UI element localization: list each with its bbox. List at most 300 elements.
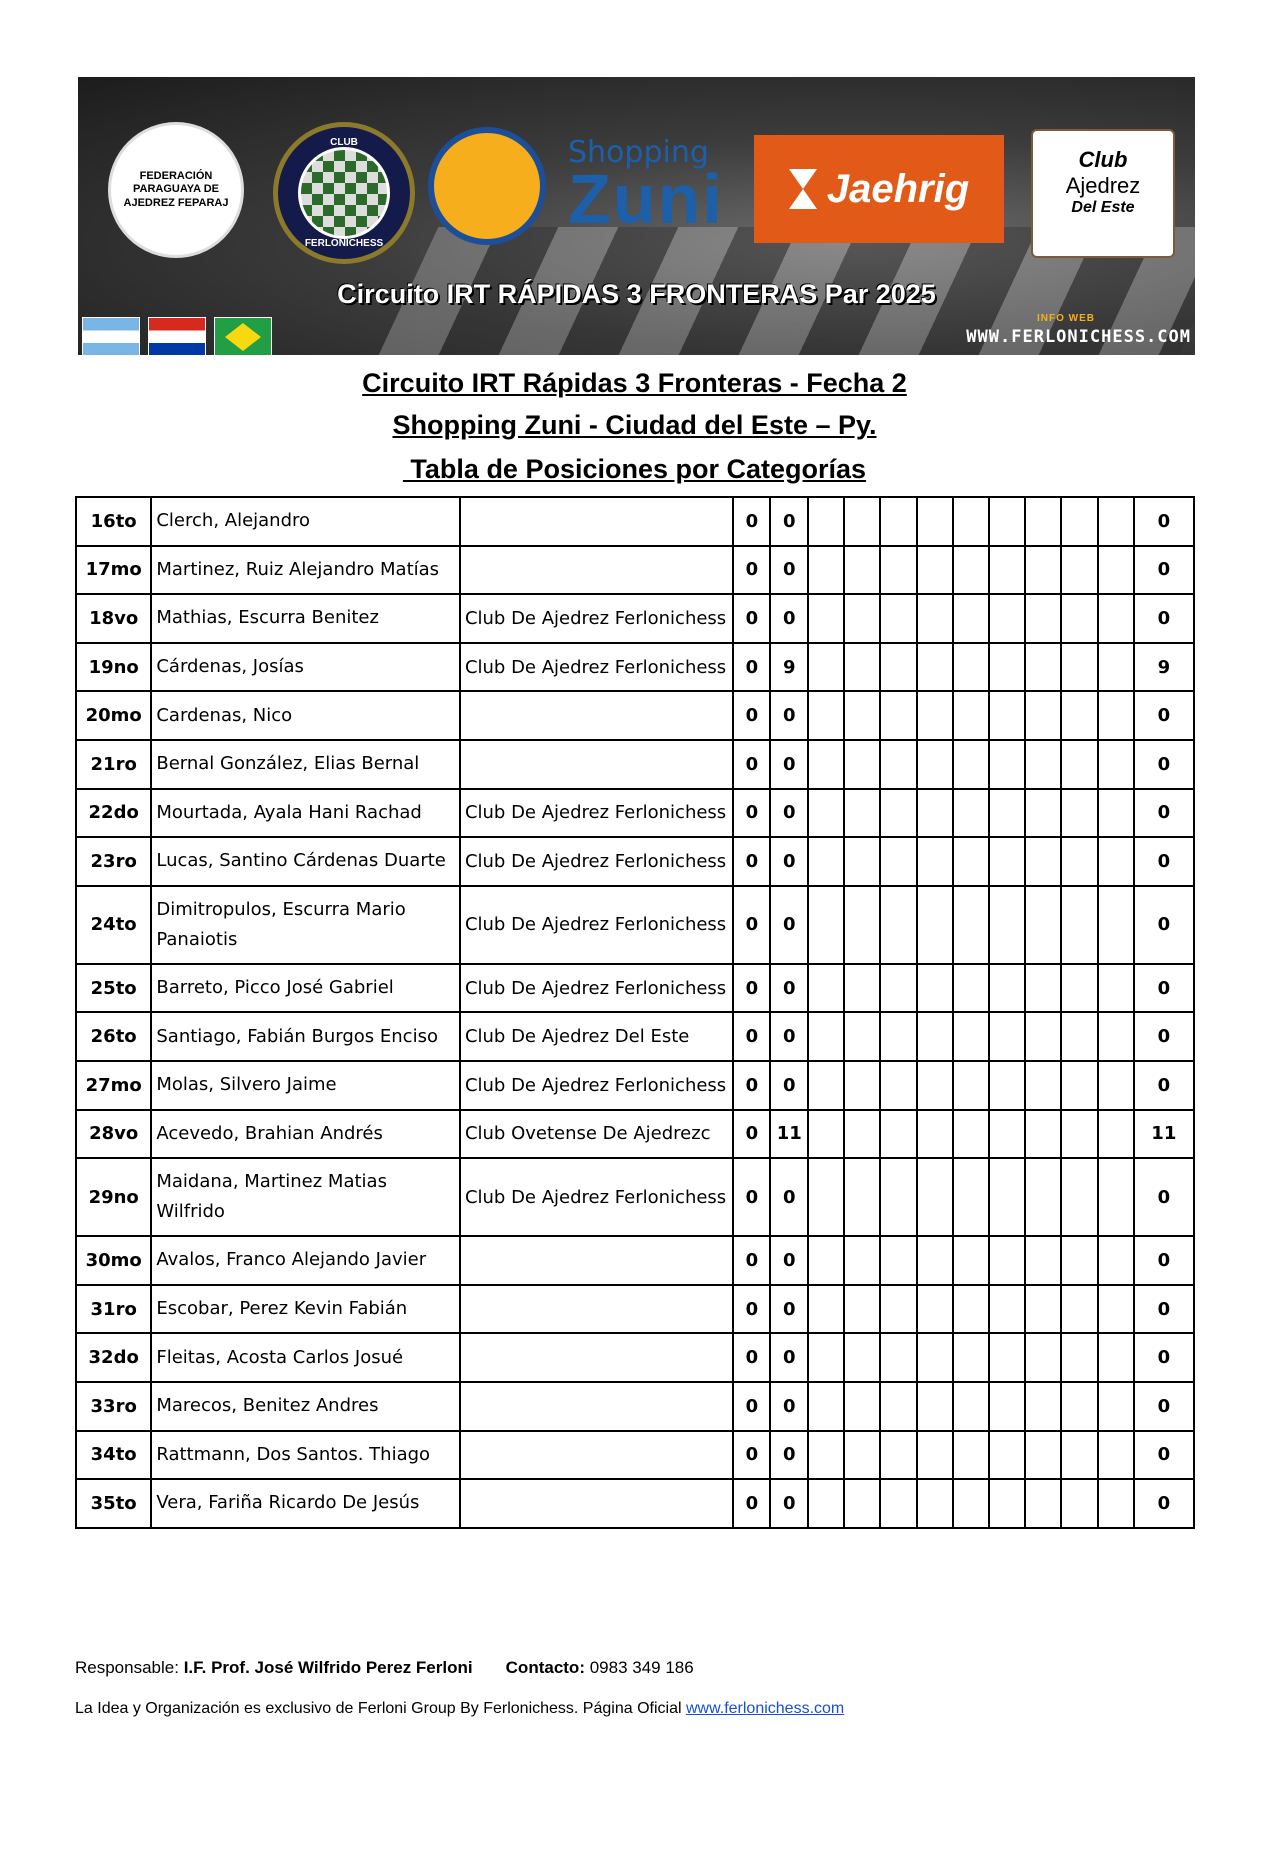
- empty-round-cell: [1025, 691, 1061, 740]
- empty-round-cell: [880, 1110, 916, 1159]
- empty-round-cell: [844, 964, 880, 1013]
- score-2-cell: 9: [770, 643, 808, 692]
- empty-round-cell: [808, 1333, 844, 1382]
- score-1-cell: 0: [733, 1110, 770, 1159]
- score-1-cell: 0: [733, 546, 770, 595]
- empty-round-cell: [844, 691, 880, 740]
- empty-round-cell: [880, 789, 916, 838]
- player-name-cell: Bernal González, Elias Bernal: [151, 740, 460, 789]
- empty-round-cell: [989, 1333, 1025, 1382]
- empty-round-cell: [808, 497, 844, 546]
- empty-round-cell: [953, 1333, 989, 1382]
- total-cell: 0: [1134, 964, 1194, 1013]
- player-name-cell: Cardenas, Nico: [151, 691, 460, 740]
- total-cell: 0: [1134, 1479, 1194, 1528]
- empty-round-cell: [953, 497, 989, 546]
- empty-round-cell: [1098, 837, 1134, 886]
- club-cell: [460, 1236, 733, 1285]
- score-2-cell: 0: [770, 691, 808, 740]
- position-cell: 35to: [76, 1479, 151, 1528]
- score-1-cell: 0: [733, 643, 770, 692]
- standings-table: [75, 496, 1195, 1529]
- empty-round-cell: [1025, 1110, 1061, 1159]
- club-cell: Club Ovetense De Ajedrezc: [460, 1110, 733, 1159]
- jaehrig-logo: Jaehrig: [754, 135, 1004, 243]
- empty-round-cell: [917, 643, 953, 692]
- club-cell: Club De Ajedrez Ferlonichess: [460, 886, 733, 964]
- empty-round-cell: [1098, 1236, 1134, 1285]
- score-2-cell: 0: [770, 1431, 808, 1480]
- total-cell: 0: [1134, 789, 1194, 838]
- empty-round-cell: [844, 1479, 880, 1528]
- empty-round-cell: [808, 964, 844, 1013]
- empty-round-cell: [953, 594, 989, 643]
- club-cell: Club De Ajedrez Del Este: [460, 1012, 733, 1061]
- empty-round-cell: [953, 886, 989, 964]
- empty-round-cell: [1025, 1158, 1061, 1236]
- score-1-cell: 0: [733, 1431, 770, 1480]
- empty-round-cell: [989, 497, 1025, 546]
- page-subtitle: Shopping Zuni - Ciudad del Este – Py.: [392, 410, 877, 440]
- empty-round-cell: [989, 691, 1025, 740]
- player-name-cell: Fleitas, Acosta Carlos Josué: [151, 1333, 460, 1382]
- score-2-cell: 0: [770, 1012, 808, 1061]
- score-1-cell: 0: [733, 1236, 770, 1285]
- ferlonichess-logo: CLUB FERLONICHESS: [273, 122, 415, 264]
- brazil-flag-icon: [214, 317, 272, 355]
- empty-round-cell: [844, 740, 880, 789]
- total-cell: 11: [1134, 1110, 1194, 1159]
- total-cell: 0: [1134, 1285, 1194, 1334]
- empty-round-cell: [989, 740, 1025, 789]
- argentina-flag-icon: [82, 317, 140, 355]
- empty-round-cell: [1061, 1382, 1097, 1431]
- empty-round-cell: [844, 1012, 880, 1061]
- player-name-cell: Rattmann, Dos Santos. Thiago: [151, 1431, 460, 1480]
- empty-round-cell: [917, 594, 953, 643]
- empty-round-cell: [880, 740, 916, 789]
- empty-round-cell: [1098, 546, 1134, 595]
- empty-round-cell: [880, 1012, 916, 1061]
- empty-round-cell: [844, 1382, 880, 1431]
- empty-round-cell: [917, 546, 953, 595]
- empty-round-cell: [808, 1431, 844, 1480]
- club-cell: [460, 691, 733, 740]
- empty-round-cell: [1061, 1158, 1097, 1236]
- empty-round-cell: [808, 837, 844, 886]
- table-row: [76, 789, 1194, 838]
- empty-round-cell: [1061, 497, 1097, 546]
- empty-round-cell: [1061, 1061, 1097, 1110]
- total-cell: 0: [1134, 886, 1194, 964]
- empty-round-cell: [1025, 546, 1061, 595]
- empty-round-cell: [1061, 886, 1097, 964]
- sun-icon: [428, 127, 546, 245]
- score-1-cell: 0: [733, 497, 770, 546]
- club-ajedrez-del-este-logo: Club Ajedrez Del Este: [1031, 129, 1175, 258]
- position-cell: 27mo: [76, 1061, 151, 1110]
- empty-round-cell: [880, 886, 916, 964]
- score-1-cell: 0: [733, 789, 770, 838]
- table-row: [76, 643, 1194, 692]
- empty-round-cell: [880, 497, 916, 546]
- position-cell: 22do: [76, 789, 151, 838]
- club-cell: [460, 1479, 733, 1528]
- page-title: Circuito IRT Rápidas 3 Fronteras - Fecha 2: [362, 368, 907, 398]
- empty-round-cell: [1025, 964, 1061, 1013]
- score-2-cell: 0: [770, 789, 808, 838]
- empty-round-cell: [989, 789, 1025, 838]
- empty-round-cell: [1061, 1110, 1097, 1159]
- position-cell: 26to: [76, 1012, 151, 1061]
- total-cell: 0: [1134, 1158, 1194, 1236]
- empty-round-cell: [953, 964, 989, 1013]
- empty-round-cell: [1098, 1110, 1134, 1159]
- empty-round-cell: [880, 1236, 916, 1285]
- total-cell: 0: [1134, 546, 1194, 595]
- table-title: Tabla de Posiciones por Categorías: [402, 454, 867, 484]
- empty-round-cell: [953, 1431, 989, 1480]
- player-name-cell: Avalos, Franco Alejando Javier: [151, 1236, 460, 1285]
- empty-round-cell: [1098, 1479, 1134, 1528]
- position-cell: 29no: [76, 1158, 151, 1236]
- banner-title: Circuito IRT RÁPIDAS 3 FRONTERAS Par 2025: [337, 279, 936, 309]
- total-cell: 0: [1134, 594, 1194, 643]
- empty-round-cell: [808, 886, 844, 964]
- empty-round-cell: [844, 546, 880, 595]
- table-row: [76, 837, 1194, 886]
- table-row: [76, 1431, 1194, 1480]
- empty-round-cell: [808, 1158, 844, 1236]
- club-cell: [460, 1285, 733, 1334]
- empty-round-cell: [844, 1158, 880, 1236]
- empty-round-cell: [808, 1061, 844, 1110]
- score-1-cell: 0: [733, 964, 770, 1013]
- empty-round-cell: [880, 964, 916, 1013]
- empty-round-cell: [844, 789, 880, 838]
- empty-round-cell: [917, 837, 953, 886]
- empty-round-cell: [880, 691, 916, 740]
- total-cell: 0: [1134, 1431, 1194, 1480]
- score-1-cell: 0: [733, 691, 770, 740]
- empty-round-cell: [1098, 886, 1134, 964]
- position-cell: 16to: [76, 497, 151, 546]
- empty-round-cell: [1098, 691, 1134, 740]
- table-row: [76, 1061, 1194, 1110]
- empty-round-cell: [1025, 1236, 1061, 1285]
- position-cell: 20mo: [76, 691, 151, 740]
- empty-round-cell: [989, 964, 1025, 1013]
- header-banner: [78, 77, 1195, 355]
- score-1-cell: 0: [733, 1333, 770, 1382]
- empty-round-cell: [880, 1333, 916, 1382]
- player-name-cell: Acevedo, Brahian Andrés: [151, 1110, 460, 1159]
- empty-round-cell: [953, 1479, 989, 1528]
- empty-round-cell: [1025, 1431, 1061, 1480]
- empty-round-cell: [844, 1061, 880, 1110]
- empty-round-cell: [917, 1479, 953, 1528]
- score-2-cell: 0: [770, 1333, 808, 1382]
- score-2-cell: 0: [770, 886, 808, 964]
- score-1-cell: 0: [733, 837, 770, 886]
- score-2-cell: 0: [770, 1236, 808, 1285]
- score-2-cell: 0: [770, 1479, 808, 1528]
- table-row: [76, 1285, 1194, 1334]
- club-cell: Club De Ajedrez Ferlonichess: [460, 1061, 733, 1110]
- flags-row: [82, 317, 272, 355]
- paraguay-flag-icon: [148, 317, 206, 355]
- score-1-cell: 0: [733, 1285, 770, 1334]
- empty-round-cell: [880, 1479, 916, 1528]
- player-name-cell: Lucas, Santino Cárdenas Duarte: [151, 837, 460, 886]
- empty-round-cell: [1025, 789, 1061, 838]
- player-name-cell: Mourtada, Ayala Hani Rachad: [151, 789, 460, 838]
- club-cell: Club De Ajedrez Ferlonichess: [460, 643, 733, 692]
- empty-round-cell: [1025, 740, 1061, 789]
- position-cell: 28vo: [76, 1110, 151, 1159]
- empty-round-cell: [953, 1285, 989, 1334]
- empty-round-cell: [917, 964, 953, 1013]
- empty-round-cell: [917, 740, 953, 789]
- total-cell: 0: [1134, 1061, 1194, 1110]
- empty-round-cell: [1061, 643, 1097, 692]
- empty-round-cell: [808, 1382, 844, 1431]
- empty-round-cell: [1061, 1236, 1097, 1285]
- player-name-cell: Maidana, Martinez Matias Wilfrido: [151, 1158, 460, 1236]
- club-cell: [460, 1382, 733, 1431]
- club-cell: [460, 546, 733, 595]
- empty-round-cell: [917, 886, 953, 964]
- empty-round-cell: [953, 1061, 989, 1110]
- club-cell: [460, 1431, 733, 1480]
- table-row: [76, 1333, 1194, 1382]
- empty-round-cell: [880, 1285, 916, 1334]
- empty-round-cell: [917, 1110, 953, 1159]
- footer-credits: La Idea y Organización es exclusivo de Ferloni Group By Ferlonichess. Página Oficial www.ferlonichess.com: [75, 1700, 845, 1717]
- empty-round-cell: [953, 1236, 989, 1285]
- empty-round-cell: [880, 1061, 916, 1110]
- player-name-cell: Martinez, Ruiz Alejandro Matías: [151, 546, 460, 595]
- empty-round-cell: [1098, 594, 1134, 643]
- empty-round-cell: [989, 546, 1025, 595]
- empty-round-cell: [1025, 1333, 1061, 1382]
- info-web-label: INFO WEB: [1037, 313, 1095, 324]
- club-cell: Club De Ajedrez Ferlonichess: [460, 964, 733, 1013]
- empty-round-cell: [953, 789, 989, 838]
- empty-round-cell: [844, 1333, 880, 1382]
- empty-round-cell: [917, 1382, 953, 1431]
- empty-round-cell: [989, 1061, 1025, 1110]
- score-2-cell: 0: [770, 837, 808, 886]
- player-name-cell: Molas, Silvero Jaime: [151, 1061, 460, 1110]
- player-name-cell: Cárdenas, Josías: [151, 643, 460, 692]
- score-2-cell: 0: [770, 964, 808, 1013]
- score-1-cell: 0: [733, 1382, 770, 1431]
- empty-round-cell: [844, 1236, 880, 1285]
- player-name-cell: Vera, Fariña Ricardo De Jesús: [151, 1479, 460, 1528]
- empty-round-cell: [844, 886, 880, 964]
- empty-round-cell: [1098, 789, 1134, 838]
- empty-round-cell: [1025, 837, 1061, 886]
- empty-round-cell: [808, 1285, 844, 1334]
- hourglass-icon: [789, 169, 817, 209]
- empty-round-cell: [1061, 1012, 1097, 1061]
- empty-round-cell: [844, 1110, 880, 1159]
- total-cell: 0: [1134, 740, 1194, 789]
- empty-round-cell: [808, 643, 844, 692]
- empty-round-cell: [808, 691, 844, 740]
- position-cell: 17mo: [76, 546, 151, 595]
- empty-round-cell: [1098, 1431, 1134, 1480]
- empty-round-cell: [1061, 691, 1097, 740]
- empty-round-cell: [808, 740, 844, 789]
- empty-round-cell: [880, 594, 916, 643]
- empty-round-cell: [1025, 1012, 1061, 1061]
- club-cell: [460, 1333, 733, 1382]
- table-row: [76, 740, 1194, 789]
- empty-round-cell: [1061, 1431, 1097, 1480]
- score-2-cell: 0: [770, 594, 808, 643]
- score-1-cell: 0: [733, 594, 770, 643]
- score-2-cell: 0: [770, 740, 808, 789]
- empty-round-cell: [1061, 740, 1097, 789]
- contacto-label: Contacto:: [505, 1658, 590, 1677]
- score-1-cell: 0: [733, 740, 770, 789]
- empty-round-cell: [1098, 643, 1134, 692]
- position-cell: 24to: [76, 886, 151, 964]
- table-row: [76, 1158, 1194, 1236]
- empty-round-cell: [989, 1158, 1025, 1236]
- empty-round-cell: [880, 1382, 916, 1431]
- position-cell: 19no: [76, 643, 151, 692]
- empty-round-cell: [1061, 1479, 1097, 1528]
- club-cell: Club De Ajedrez Ferlonichess: [460, 594, 733, 643]
- position-cell: 32do: [76, 1333, 151, 1382]
- player-name-cell: Barreto, Picco José Gabriel: [151, 964, 460, 1013]
- empty-round-cell: [1025, 1061, 1061, 1110]
- empty-round-cell: [989, 886, 1025, 964]
- shopping-zuni-logo: Shopping Zuni: [428, 127, 688, 247]
- empty-round-cell: [808, 1236, 844, 1285]
- empty-round-cell: [880, 546, 916, 595]
- feparaj-logo: FEDERACIÓN PARAGUAYA DE AJEDREZ FEPARAJ: [108, 122, 244, 258]
- total-cell: 0: [1134, 691, 1194, 740]
- table-row: [76, 1479, 1194, 1528]
- empty-round-cell: [989, 1479, 1025, 1528]
- empty-round-cell: [808, 594, 844, 643]
- table-row: [76, 691, 1194, 740]
- table-row: [76, 1012, 1194, 1061]
- table-row: [76, 1382, 1194, 1431]
- empty-round-cell: [1098, 1061, 1134, 1110]
- club-cell: [460, 497, 733, 546]
- score-2-cell: 11: [770, 1110, 808, 1159]
- empty-round-cell: [917, 1431, 953, 1480]
- empty-round-cell: [989, 1431, 1025, 1480]
- empty-round-cell: [917, 1285, 953, 1334]
- empty-round-cell: [989, 1012, 1025, 1061]
- empty-round-cell: [1025, 1285, 1061, 1334]
- total-cell: 9: [1134, 643, 1194, 692]
- empty-round-cell: [808, 1110, 844, 1159]
- empty-round-cell: [953, 643, 989, 692]
- position-cell: 21ro: [76, 740, 151, 789]
- empty-round-cell: [1061, 1333, 1097, 1382]
- club-cell: Club De Ajedrez Ferlonichess: [460, 789, 733, 838]
- empty-round-cell: [989, 1382, 1025, 1431]
- empty-round-cell: [1098, 1333, 1134, 1382]
- player-name-cell: Mathias, Escurra Benitez: [151, 594, 460, 643]
- empty-round-cell: [1098, 964, 1134, 1013]
- score-2-cell: 0: [770, 1061, 808, 1110]
- empty-round-cell: [953, 546, 989, 595]
- empty-round-cell: [917, 1061, 953, 1110]
- empty-round-cell: [917, 1158, 953, 1236]
- empty-round-cell: [1098, 1158, 1134, 1236]
- empty-round-cell: [1098, 1382, 1134, 1431]
- empty-round-cell: [989, 1110, 1025, 1159]
- empty-round-cell: [1025, 1382, 1061, 1431]
- empty-round-cell: [1098, 1285, 1134, 1334]
- empty-round-cell: [1025, 594, 1061, 643]
- club-cell: [460, 740, 733, 789]
- total-cell: 0: [1134, 1333, 1194, 1382]
- empty-round-cell: [1025, 643, 1061, 692]
- footer-responsable: Responsable: I.F. Prof. José Wilfrido Perez Ferloni Contacto: 0983 349 186: [75, 1658, 694, 1677]
- empty-round-cell: [953, 1158, 989, 1236]
- empty-round-cell: [1061, 837, 1097, 886]
- empty-round-cell: [808, 1012, 844, 1061]
- empty-round-cell: [1098, 497, 1134, 546]
- empty-round-cell: [844, 594, 880, 643]
- empty-round-cell: [1098, 1012, 1134, 1061]
- table-row: [76, 497, 1194, 546]
- position-cell: 31ro: [76, 1285, 151, 1334]
- score-1-cell: 0: [733, 886, 770, 964]
- contacto-value: 0983 349 186: [589, 1658, 694, 1677]
- total-cell: 0: [1134, 837, 1194, 886]
- table-row: [76, 886, 1194, 964]
- empty-round-cell: [1061, 789, 1097, 838]
- score-2-cell: 0: [770, 1158, 808, 1236]
- player-name-cell: Escobar, Perez Kevin Fabián: [151, 1285, 460, 1334]
- score-2-cell: 0: [770, 497, 808, 546]
- empty-round-cell: [953, 1110, 989, 1159]
- score-2-cell: 0: [770, 546, 808, 595]
- empty-round-cell: [917, 789, 953, 838]
- total-cell: 0: [1134, 497, 1194, 546]
- empty-round-cell: [1061, 1285, 1097, 1334]
- empty-round-cell: [917, 1012, 953, 1061]
- responsable-name: I.F. Prof. José Wilfrido Perez Ferloni: [183, 1658, 473, 1677]
- score-1-cell: 0: [733, 1479, 770, 1528]
- player-name-cell: Clerch, Alejandro: [151, 497, 460, 546]
- empty-round-cell: [917, 1333, 953, 1382]
- empty-round-cell: [844, 837, 880, 886]
- empty-round-cell: [1061, 964, 1097, 1013]
- empty-round-cell: [844, 1285, 880, 1334]
- empty-round-cell: [953, 837, 989, 886]
- score-2-cell: 0: [770, 1382, 808, 1431]
- club-cell: Club De Ajedrez Ferlonichess: [460, 1158, 733, 1236]
- official-site-link[interactable]: www.ferlonichess.com: [685, 1700, 845, 1717]
- empty-round-cell: [953, 1012, 989, 1061]
- banner-website: WWW.FERLONICHESS.COM: [966, 327, 1191, 347]
- score-1-cell: 0: [733, 1061, 770, 1110]
- chess-pattern-icon: [298, 147, 390, 239]
- position-cell: 23ro: [76, 837, 151, 886]
- empty-round-cell: [989, 1285, 1025, 1334]
